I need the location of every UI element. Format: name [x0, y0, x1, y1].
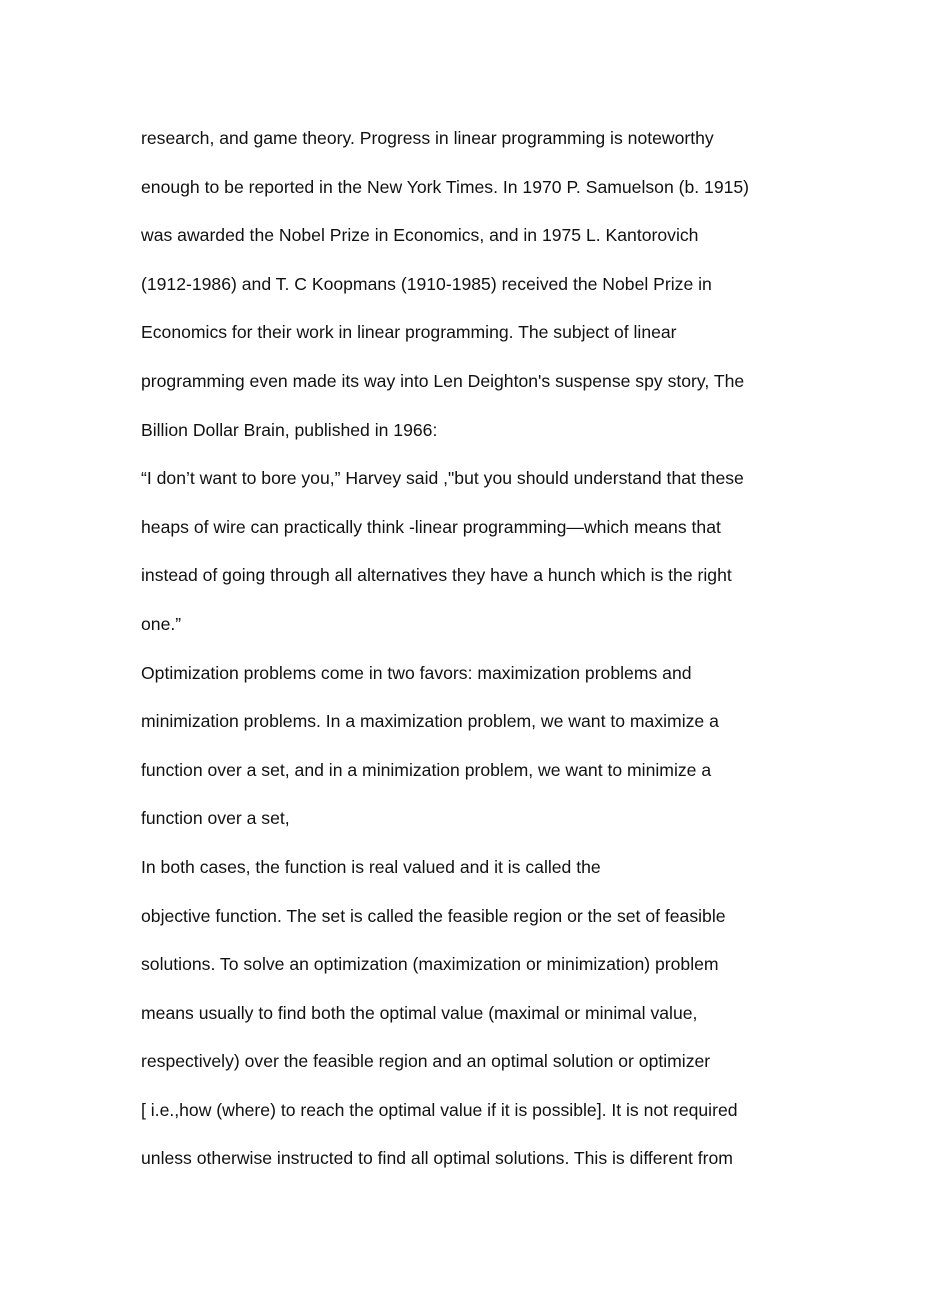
text-line: Optimization problems come in two favors: maximization problems and: [141, 662, 692, 683]
text-line: programming even made its way into Len Deighton's suspense spy story, The: [141, 370, 745, 391]
text-line: solutions. To solve an optimization (maximization or minimization) problem: [141, 954, 719, 975]
text-line: respectively) over the feasible region and an optimal solution or optimizer: [141, 1051, 711, 1072]
text-line: In both cases, the function is real valued and it is called the: [141, 856, 601, 877]
text-line: function over a set, and in a minimization problem, we want to minimize a: [141, 759, 712, 780]
text-line: [ i.e.,how (where) to reach the optimal value if it is possible]. It is not required: [141, 1099, 738, 1120]
text-line: unless otherwise instructed to find all optimal solutions. This is different from: [141, 1148, 733, 1169]
quote-line: “I don’t want to bore you,” Harvey said ,"but you should understand that these: [141, 468, 744, 489]
text-line: was awarded the Nobel Prize in Economics, and in 1975 L. Kantorovich: [141, 225, 699, 246]
text-line: objective function. The set is called the feasible region or the set of feasible: [141, 905, 726, 926]
text-line: minimization problems. In a maximization problem, we want to maximize a: [141, 711, 719, 732]
text-line: research, and game theory. Progress in linear programming is noteworthy: [141, 128, 714, 148]
quote-line: instead of going through all alternatives they have a hunch which is the right: [141, 565, 732, 586]
text-line: means usually to find both the optimal value (maximal or minimal value,: [141, 1002, 698, 1023]
body-text: [141, 114, 841, 1183]
quote-line: one.”: [141, 613, 182, 634]
text-line: enough to be reported in the New York Times. In 1970 P. Samuelson (b. 1915): [141, 176, 750, 197]
text-line: Billion Dollar Brain, published in 1966:: [141, 419, 438, 440]
text-line: Economics for their work in linear programming. The subject of linear: [141, 322, 677, 343]
text-line: (1912-1986) and T. C Koopmans (1910-1985) received the Nobel Prize in: [141, 273, 712, 294]
quote-line: heaps of wire can practically think -linear programming—which means that: [141, 516, 721, 537]
text-line: function over a set,: [141, 808, 290, 829]
